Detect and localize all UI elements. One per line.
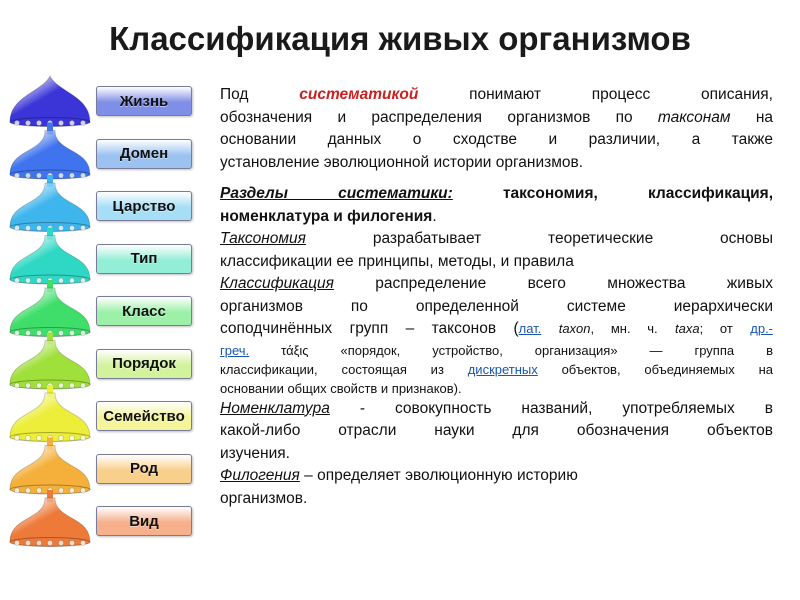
link-dr[interactable]: др.- <box>750 321 774 336</box>
hierarchy-bead <box>80 225 85 230</box>
hierarchy-bead <box>36 225 41 230</box>
hierarchy-bead <box>58 383 63 388</box>
link-greek[interactable]: греч. <box>220 342 250 358</box>
hierarchy-bell-4 <box>10 236 90 280</box>
term-phylogeny: Филогения <box>220 467 300 484</box>
hierarchy-bead <box>80 330 85 335</box>
hierarchy-bead <box>14 540 19 545</box>
hierarchy-bead <box>58 330 63 335</box>
hierarchy-bell-3 <box>10 183 90 227</box>
hierarchy-bead <box>14 120 19 125</box>
hierarchy-bead <box>80 383 85 388</box>
intro-line-3: основании данных о сходстве и различии, а также <box>220 131 773 148</box>
hierarchy-bead <box>14 330 19 335</box>
hierarchy-bead <box>36 435 41 440</box>
rank-label: Царство <box>96 191 192 221</box>
hierarchy-bead <box>14 173 19 178</box>
hierarchy-bead <box>36 383 41 388</box>
phylogeny-line-1: Филогения – определяет эволюционную историю <box>220 467 578 484</box>
hierarchy-bell-2 <box>10 131 90 175</box>
hierarchy-bead <box>58 120 63 125</box>
hierarchy-bead <box>14 278 19 283</box>
description-text <box>220 84 773 510</box>
hierarchy-bead <box>14 488 19 493</box>
classification-line-4: греч. τάξις «порядок, устройство, организация» — группа в <box>220 342 773 358</box>
hierarchy-bead <box>80 120 85 125</box>
rank-label: Жизнь <box>96 86 192 116</box>
sections-line-2: номенклатура и филогения. <box>220 207 437 225</box>
rank-label: Вид <box>96 506 192 536</box>
hierarchy-bead <box>14 383 19 388</box>
hierarchy-bead <box>58 173 63 178</box>
hierarchy-bead <box>25 435 30 440</box>
hierarchy-bell-5 <box>10 288 90 332</box>
hierarchy-bead <box>80 278 85 283</box>
classification-line-3: соподчинённых групп – таксонов (лат. taxon, мн. ч. taxa; от др.- <box>220 320 774 337</box>
hierarchy-bead <box>69 120 74 125</box>
hierarchy-bead <box>25 173 30 178</box>
hierarchy-bead <box>69 383 74 388</box>
hierarchy-bead <box>25 225 30 230</box>
hierarchy-bead <box>14 225 19 230</box>
hierarchy-bead <box>36 540 41 545</box>
rank-label: Тип <box>96 244 192 274</box>
intro-line-2: обозначения и распределения организмов по таксонам на <box>220 108 773 126</box>
link-discrete[interactable]: дискретных <box>467 361 538 377</box>
phylogeny-line-2: организмов. <box>220 489 308 507</box>
term-systematics: систематикой <box>299 86 419 103</box>
term-taxons: таксонам <box>657 108 731 126</box>
hierarchy-bell-8 <box>10 446 90 490</box>
rank-label: Род <box>96 454 192 484</box>
hierarchy-bead <box>14 435 19 440</box>
rank-label: Домен <box>96 139 192 169</box>
term-classification: Классификация <box>220 275 334 292</box>
hierarchy-bead <box>69 330 74 335</box>
rank-label: Класс <box>96 296 192 326</box>
hierarchy-bead <box>47 540 52 545</box>
term-taxonomy: Таксономия <box>220 230 306 247</box>
hierarchy-bead <box>36 120 41 125</box>
hierarchy-bead <box>58 488 63 493</box>
hierarchy-bead <box>36 488 41 493</box>
intro-line-1: Под систематикой понимают процесс описания, <box>220 86 773 103</box>
hierarchy-bead <box>25 278 30 283</box>
hierarchy-bead <box>69 540 74 545</box>
hierarchy-bead <box>80 488 85 493</box>
link-lat[interactable]: лат. <box>518 321 542 336</box>
taxonomy-line-1: Таксономия разрабатывает теоретические основы <box>220 230 773 247</box>
hierarchy-bead <box>36 278 41 283</box>
nomenclature-line-3: изучения. <box>220 444 290 462</box>
term-nomenclature: Номенклатура <box>220 399 330 417</box>
nomenclature-line-1: Номенклатура - совокупность названий, употребляемых в <box>220 399 773 417</box>
sections-heading: Разделы систематики: <box>220 185 453 202</box>
hierarchy-bead <box>58 225 63 230</box>
sections-line-1: Разделы систематики: таксономия, классификация, <box>220 185 773 202</box>
hierarchy-bell-7 <box>10 393 90 437</box>
rank-label: Порядок <box>96 349 192 379</box>
hierarchy-bead <box>25 540 30 545</box>
classification-line-5: классификации, состоящая из дискретных объектов, объединяемых на <box>220 361 773 377</box>
hierarchy-bead <box>69 488 74 493</box>
hierarchy-bead <box>25 120 30 125</box>
hierarchy-bead <box>80 173 85 178</box>
hierarchy-bead <box>36 173 41 178</box>
hierarchy-bell-1 <box>10 76 90 122</box>
classification-line-6: основании общих свойств и признаков). <box>220 380 462 396</box>
hierarchy-bell-6 <box>10 341 90 385</box>
classification-line-1: Классификация распределение всего множества живых <box>220 275 773 292</box>
hierarchy-bead <box>69 173 74 178</box>
hierarchy-bead <box>36 330 41 335</box>
hierarchy-bead <box>25 488 30 493</box>
hierarchy-bead <box>25 383 30 388</box>
hierarchy-bead <box>58 540 63 545</box>
hierarchy-bead <box>58 435 63 440</box>
hierarchy-bead <box>80 540 85 545</box>
rank-label: Семейство <box>96 401 192 431</box>
hierarchy-bead <box>25 330 30 335</box>
hierarchy-bead <box>69 278 74 283</box>
hierarchy-bead <box>69 225 74 230</box>
nomenclature-line-2: какой-либо отрасли науки для обозначения объектов <box>220 422 773 439</box>
classification-line-2: организмов по определенной системе иерархически <box>220 297 773 315</box>
hierarchy-bead <box>80 435 85 440</box>
page-title: Классификация живых организмов <box>109 20 691 57</box>
taxonomy-line-2: классификации ее принципы, методы, и правила <box>220 252 574 270</box>
hierarchy-bead <box>58 278 63 283</box>
intro-line-4: установление эволюционной истории организмов. <box>220 153 584 171</box>
hierarchy-bead <box>69 435 74 440</box>
hierarchy-bell-9 <box>10 498 90 542</box>
